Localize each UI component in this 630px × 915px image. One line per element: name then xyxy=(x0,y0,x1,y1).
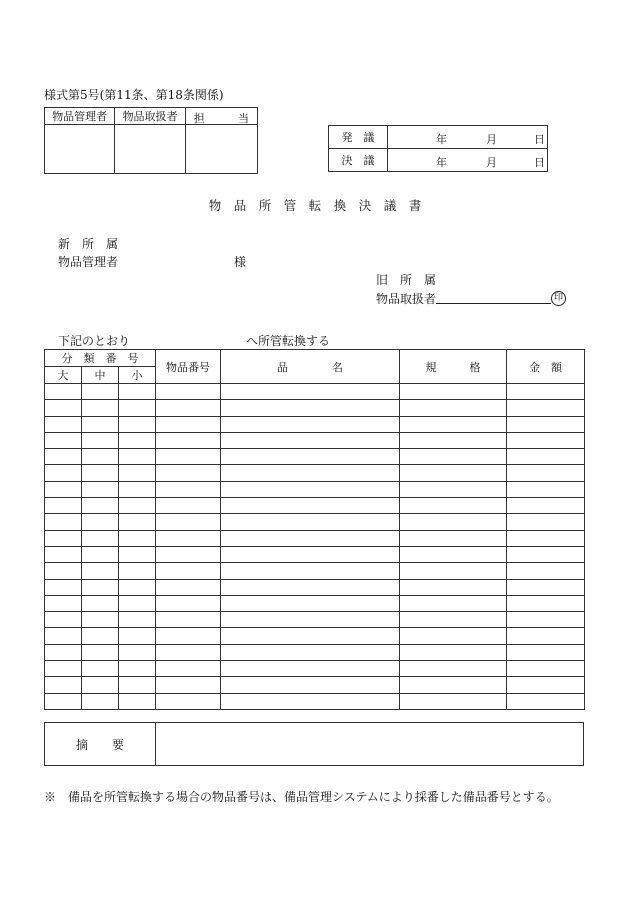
old-affiliation-label: 旧 所 属 xyxy=(376,273,437,287)
table-row xyxy=(45,628,585,644)
intro-left: 下記のとおり xyxy=(58,334,131,348)
col-header-item-number: 物品番号 xyxy=(156,350,221,384)
cell-name[interactable] xyxy=(221,498,400,514)
cell-spec[interactable] xyxy=(400,677,507,693)
table-row xyxy=(45,546,585,562)
cell-amount[interactable] xyxy=(507,384,585,400)
table-row xyxy=(45,498,585,514)
cell-amount[interactable] xyxy=(507,432,585,448)
cell-amount[interactable] xyxy=(507,514,585,530)
remarks-label: 摘 要 xyxy=(45,723,156,766)
cell-name[interactable] xyxy=(221,416,400,432)
cell-small[interactable] xyxy=(119,449,156,465)
cell-spec[interactable] xyxy=(400,644,507,660)
cell-amount[interactable] xyxy=(507,628,585,644)
cell-item-number[interactable] xyxy=(156,546,221,562)
cell-item-number[interactable] xyxy=(156,449,221,465)
cell-name[interactable] xyxy=(221,530,400,546)
table-row xyxy=(45,579,585,595)
cell-small[interactable] xyxy=(119,416,156,432)
cell-spec[interactable] xyxy=(400,612,507,628)
cell-spec[interactable] xyxy=(400,449,507,465)
cell-spec[interactable] xyxy=(400,693,507,709)
cell-item-number[interactable] xyxy=(156,579,221,595)
cell-name[interactable] xyxy=(221,449,400,465)
cell-amount[interactable] xyxy=(507,498,585,514)
cell-item-number[interactable] xyxy=(156,514,221,530)
cell-medium[interactable] xyxy=(82,465,119,481)
col-header-classification: 分 類 番 号 xyxy=(45,350,156,367)
approval-stamp-handler[interactable] xyxy=(115,125,185,174)
table-row xyxy=(45,595,585,611)
old-handler-signature-line[interactable] xyxy=(436,303,551,304)
cell-medium[interactable] xyxy=(82,384,119,400)
cell-amount[interactable] xyxy=(507,400,585,416)
cell-spec[interactable] xyxy=(400,432,507,448)
cell-small[interactable] xyxy=(119,546,156,562)
cell-small[interactable] xyxy=(119,612,156,628)
cell-spec[interactable] xyxy=(400,481,507,497)
cell-item-number[interactable] xyxy=(156,595,221,611)
cell-large[interactable] xyxy=(45,693,82,709)
cell-small[interactable] xyxy=(119,628,156,644)
cell-large[interactable] xyxy=(45,465,82,481)
cell-medium[interactable] xyxy=(82,644,119,660)
cell-small[interactable] xyxy=(119,465,156,481)
cell-medium[interactable] xyxy=(82,546,119,562)
cell-spec[interactable] xyxy=(400,416,507,432)
intro-right: へ所管転換する xyxy=(246,334,331,348)
cell-large[interactable] xyxy=(45,449,82,465)
table-row xyxy=(45,384,585,400)
items-table xyxy=(44,349,585,710)
date-label-proposal: 発 議 xyxy=(329,126,388,149)
cell-large[interactable] xyxy=(45,432,82,448)
cell-large[interactable] xyxy=(45,400,82,416)
cell-medium[interactable] xyxy=(82,677,119,693)
cell-spec[interactable] xyxy=(400,514,507,530)
cell-spec[interactable] xyxy=(400,400,507,416)
cell-name[interactable] xyxy=(221,400,400,416)
cell-spec[interactable] xyxy=(400,579,507,595)
cell-item-number[interactable] xyxy=(156,432,221,448)
cell-amount[interactable] xyxy=(507,612,585,628)
cell-medium[interactable] xyxy=(82,563,119,579)
table-row xyxy=(45,514,585,530)
cell-amount[interactable] xyxy=(507,644,585,660)
cell-amount[interactable] xyxy=(507,677,585,693)
cell-item-number[interactable] xyxy=(156,400,221,416)
cell-item-number[interactable] xyxy=(156,416,221,432)
cell-spec[interactable] xyxy=(400,530,507,546)
cell-name[interactable] xyxy=(221,563,400,579)
cell-item-number[interactable] xyxy=(156,661,221,677)
cell-spec[interactable] xyxy=(400,563,507,579)
footnote: ※ 備品を所管転換する場合の物品番号は、備品管理システムにより採番した備品番号とする。 xyxy=(44,790,559,804)
table-row xyxy=(45,416,585,432)
cell-name[interactable] xyxy=(221,595,400,611)
cell-amount[interactable] xyxy=(507,661,585,677)
cell-item-number[interactable] xyxy=(156,644,221,660)
cell-name[interactable] xyxy=(221,644,400,660)
cell-amount[interactable] xyxy=(507,449,585,465)
approval-header-handler: 物品取扱者 xyxy=(115,108,185,125)
cell-name[interactable] xyxy=(221,514,400,530)
remarks-field[interactable] xyxy=(156,723,584,766)
cell-item-number[interactable] xyxy=(156,384,221,400)
table-row xyxy=(45,661,585,677)
new-manager-honorific: 様 xyxy=(234,255,247,269)
date-day-resolution: 日 xyxy=(534,156,545,169)
cell-item-number[interactable] xyxy=(156,677,221,693)
cell-name[interactable] xyxy=(221,661,400,677)
approval-stamp-manager[interactable] xyxy=(45,125,115,174)
cell-spec[interactable] xyxy=(400,546,507,562)
date-year-proposal: 年 xyxy=(436,133,447,146)
table-row xyxy=(45,644,585,660)
approval-table xyxy=(44,107,258,174)
cell-spec[interactable] xyxy=(400,661,507,677)
cell-medium[interactable] xyxy=(82,514,119,530)
cell-name[interactable] xyxy=(221,677,400,693)
cell-small[interactable] xyxy=(119,693,156,709)
cell-spec[interactable] xyxy=(400,384,507,400)
cell-small[interactable] xyxy=(119,400,156,416)
cell-item-number[interactable] xyxy=(156,563,221,579)
cell-name[interactable] xyxy=(221,465,400,481)
table-row xyxy=(45,530,585,546)
table-row xyxy=(45,432,585,448)
remarks-table xyxy=(44,722,584,766)
cell-name[interactable] xyxy=(221,628,400,644)
cell-medium[interactable] xyxy=(82,481,119,497)
cell-item-number[interactable] xyxy=(156,693,221,709)
cell-large[interactable] xyxy=(45,481,82,497)
approval-header-manager: 物品管理者 xyxy=(45,108,115,125)
cell-name[interactable] xyxy=(221,693,400,709)
col-header-spec: 規 格 xyxy=(400,350,507,384)
cell-name[interactable] xyxy=(221,546,400,562)
cell-medium[interactable] xyxy=(82,595,119,611)
cell-small[interactable] xyxy=(119,514,156,530)
cell-medium[interactable] xyxy=(82,693,119,709)
cell-large[interactable] xyxy=(45,416,82,432)
col-header-medium: 中 xyxy=(82,367,119,384)
cell-small[interactable] xyxy=(119,595,156,611)
cell-item-number[interactable] xyxy=(156,498,221,514)
date-value-resolution[interactable] xyxy=(388,149,548,172)
new-manager-label: 物品管理者 xyxy=(58,255,119,269)
cell-small[interactable] xyxy=(119,498,156,514)
cell-small[interactable] xyxy=(119,530,156,546)
cell-name[interactable] xyxy=(221,579,400,595)
old-handler-label: 物品取扱者 xyxy=(376,292,437,306)
cell-medium[interactable] xyxy=(82,498,119,514)
cell-item-number[interactable] xyxy=(156,481,221,497)
col-header-name: 品 名 xyxy=(221,350,400,384)
cell-amount[interactable] xyxy=(507,465,585,481)
cell-large[interactable] xyxy=(45,546,82,562)
cell-item-number[interactable] xyxy=(156,628,221,644)
cell-medium[interactable] xyxy=(82,416,119,432)
table-row xyxy=(45,677,585,693)
cell-small[interactable] xyxy=(119,432,156,448)
cell-small[interactable] xyxy=(119,563,156,579)
form-number: 様式第5号(第11条、第18条関係) xyxy=(44,88,224,102)
cell-name[interactable] xyxy=(221,384,400,400)
cell-medium[interactable] xyxy=(82,661,119,677)
cell-spec[interactable] xyxy=(400,465,507,481)
cell-large[interactable] xyxy=(45,563,82,579)
cell-large[interactable] xyxy=(45,579,82,595)
cell-name[interactable] xyxy=(221,481,400,497)
table-row xyxy=(45,563,585,579)
table-row xyxy=(45,693,585,709)
cell-large[interactable] xyxy=(45,384,82,400)
cell-medium[interactable] xyxy=(82,449,119,465)
cell-small[interactable] xyxy=(119,579,156,595)
table-row xyxy=(45,612,585,628)
approval-header-charge-2: 当 xyxy=(238,112,249,125)
seal-icon: 印 xyxy=(551,291,566,306)
cell-large[interactable] xyxy=(45,677,82,693)
cell-spec[interactable] xyxy=(400,498,507,514)
cell-large[interactable] xyxy=(45,530,82,546)
cell-amount[interactable] xyxy=(507,481,585,497)
cell-large[interactable] xyxy=(45,595,82,611)
date-month-proposal: 月 xyxy=(486,133,497,146)
approval-stamp-charge[interactable] xyxy=(185,125,257,174)
table-row xyxy=(45,449,585,465)
table-row xyxy=(45,400,585,416)
date-year-resolution: 年 xyxy=(436,156,447,169)
cell-large[interactable] xyxy=(45,612,82,628)
cell-large[interactable] xyxy=(45,628,82,644)
cell-small[interactable] xyxy=(119,481,156,497)
cell-medium[interactable] xyxy=(82,612,119,628)
cell-small[interactable] xyxy=(119,384,156,400)
cell-medium[interactable] xyxy=(82,432,119,448)
cell-spec[interactable] xyxy=(400,628,507,644)
approval-header-charge xyxy=(185,108,257,125)
cell-medium[interactable] xyxy=(82,530,119,546)
cell-spec[interactable] xyxy=(400,595,507,611)
col-header-small: 小 xyxy=(119,367,156,384)
date-label-resolution: 決 議 xyxy=(329,149,388,172)
page-title: 物 品 所 管 転 換 決 議 書 xyxy=(208,198,422,213)
cell-large[interactable] xyxy=(45,661,82,677)
cell-name[interactable] xyxy=(221,432,400,448)
cell-amount[interactable] xyxy=(507,693,585,709)
cell-amount[interactable] xyxy=(507,563,585,579)
date-day-proposal: 日 xyxy=(534,133,545,146)
cell-item-number[interactable] xyxy=(156,465,221,481)
cell-medium[interactable] xyxy=(82,628,119,644)
cell-amount[interactable] xyxy=(507,579,585,595)
cell-item-number[interactable] xyxy=(156,530,221,546)
cell-amount[interactable] xyxy=(507,530,585,546)
cell-amount[interactable] xyxy=(507,595,585,611)
table-row xyxy=(45,465,585,481)
cell-small[interactable] xyxy=(119,677,156,693)
date-table xyxy=(328,125,548,172)
date-value-proposal[interactable] xyxy=(388,126,548,149)
cell-large[interactable] xyxy=(45,514,82,530)
cell-small[interactable] xyxy=(119,661,156,677)
col-header-large: 大 xyxy=(45,367,82,384)
cell-large[interactable] xyxy=(45,498,82,514)
cell-amount[interactable] xyxy=(507,416,585,432)
cell-large[interactable] xyxy=(45,644,82,660)
cell-name[interactable] xyxy=(221,612,400,628)
cell-item-number[interactable] xyxy=(156,612,221,628)
date-month-resolution: 月 xyxy=(486,156,497,169)
cell-small[interactable] xyxy=(119,644,156,660)
cell-medium[interactable] xyxy=(82,400,119,416)
new-affiliation-label: 新 所 属 xyxy=(58,237,119,251)
approval-header-charge-1: 担 xyxy=(193,112,205,125)
cell-medium[interactable] xyxy=(82,579,119,595)
col-header-amount: 金 額 xyxy=(507,350,585,384)
table-row xyxy=(45,481,585,497)
cell-amount[interactable] xyxy=(507,546,585,562)
